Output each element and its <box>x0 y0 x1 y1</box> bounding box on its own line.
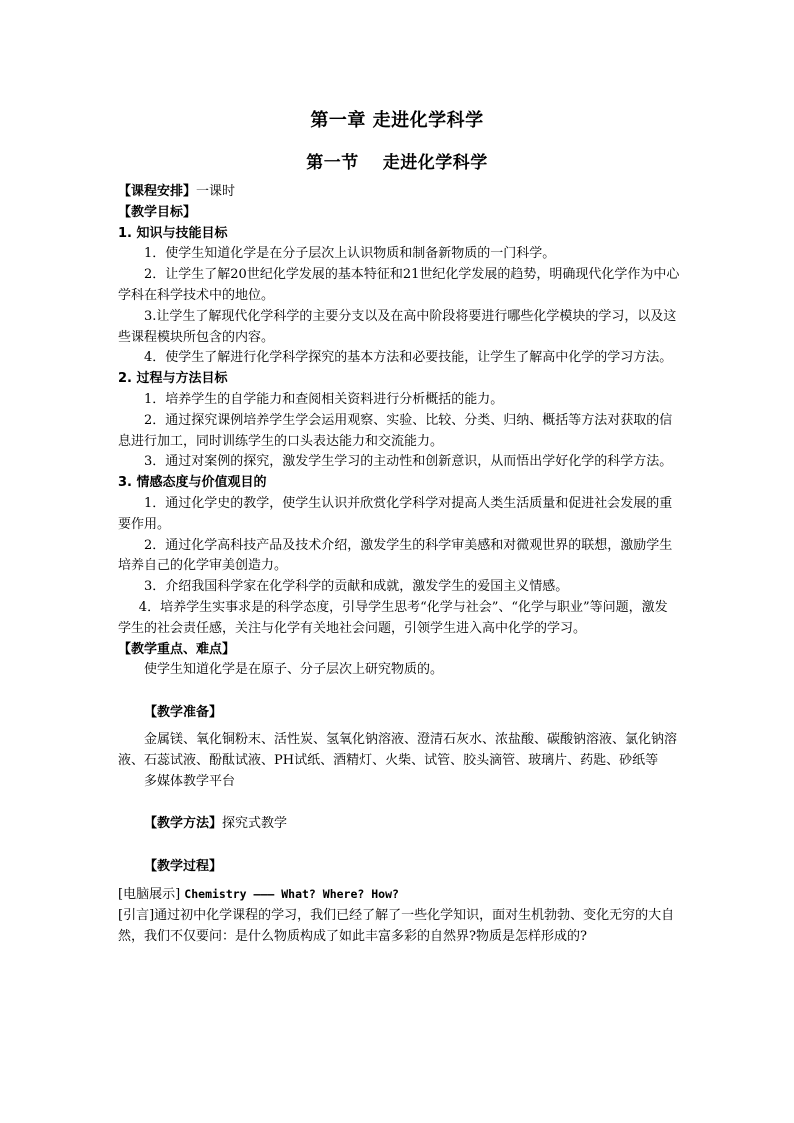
preparation-materials: 金属镁、氧化铜粉末、活性炭、氢氧化钠溶液、澄清石灰水、浓盐酸、碳酸钠溶液、氯化钠溶液、石蕊试液、酚酞试液、PH试纸、酒精灯、火柴、试管、胶头滴管、玻璃片、药匙、砂纸等 <box>118 731 678 768</box>
process-objectives-heading: 2. 过程与方法目标 <box>118 371 228 387</box>
attitude-objective-item: 3．介绍我国科学家在化学科学的贡献和成就，激发学生的爱国主义情感。 <box>144 579 569 595</box>
key-points-heading: 【教学重点、难点】 <box>118 641 236 657</box>
introduction-text: 通过初中化学课程的学习，我们已经了解了一些化学知识，面对生机勃勃、变化无穷的大自然，我们不仅要问：是什么物质构成了如此丰富多彩的自然界?物质是怎样形成的? <box>118 907 675 944</box>
attitude-objective-item: 1．通过化学史的教学，使学生认识并欣赏化学科学对提高人类生活质量和促进社会发展的重要作用。 <box>118 495 673 532</box>
screen-display-tag: [电脑展示] <box>118 886 181 902</box>
key-points-text: 使学生知道化学是在原子、分子层次上研究物质的。 <box>144 662 444 678</box>
attitude-objective-item: 4．培养学生实事求是的科学态度，引导学生思考“化学与社会”、“化学与职业”等问题，激发学生的社会责任感，关注与化学有关地社会问题，引领学生进入高中化学的学习。 <box>118 599 668 636</box>
screen-display-text: Chemistry ——— What? Where? How? <box>184 886 399 901</box>
chapter-title: 第一章 走进化学科学 <box>310 110 484 131</box>
document-body <box>118 182 680 947</box>
method-value: 探究式教学 <box>222 816 288 832</box>
knowledge-objective-item: 4．使学生了解进行化学科学探究的基本方法和必要技能，让学生了解高中化学的学习方法。 <box>144 350 673 366</box>
knowledge-objective-item: 3.让学生了解现代化学科学的主要分支以及在高中阶段将要进行哪些化学模块的学习，以及这些课程模块所包含的内容。 <box>118 308 677 345</box>
knowledge-objective-item: 1．使学生知道化学是在分子层次上认识物质和制备新物质的一门科学。 <box>144 246 556 262</box>
schedule-value: 一课时 <box>196 184 236 199</box>
process-objective-item: 3．通过对案例的探究，激发学生学习的主动性和创新意识，从而悟出学好化学的科学方法。 <box>144 454 673 470</box>
process-heading: 【教学过程】 <box>144 859 223 875</box>
preparation-heading: 【教学准备】 <box>144 705 223 721</box>
preparation-platform: 多媒体教学平台 <box>144 773 236 789</box>
attitude-objective-item: 2．通过化学高科技产品及技术介绍，激发学生的科学审美感和对微观世界的联想，激励学生培养自己的化学审美创造力。 <box>118 537 673 574</box>
introduction-line <box>118 906 680 948</box>
attitude-objectives-heading: 3. 情感态度与价值观目的 <box>118 475 267 491</box>
knowledge-objectives-heading: 1. 知识与技能目标 <box>118 225 228 241</box>
process-objective-item: 2．通过探究课例培养学生学会运用观察、实验、比较、分类、归纳、概括等方法对获取的信息进行加工，同时训练学生的口头表达能力和交流能力。 <box>118 412 673 449</box>
section-title: 第一节 走进化学科学 <box>306 153 488 173</box>
schedule-line <box>118 182 680 203</box>
objectives-heading: 【教学目标】 <box>118 204 197 220</box>
method-line <box>118 814 680 835</box>
schedule-heading: 【课程安排】 <box>118 184 197 199</box>
screen-display-line <box>118 884 680 906</box>
introduction-tag: [引言] <box>118 907 155 923</box>
process-objective-item: 1．培养学生的自学能力和查阅相关资料进行分析概括的能力。 <box>144 391 504 407</box>
knowledge-objective-item: 2．让学生了解20世纪化学发展的基本特征和21世纪化学发展的趋势，明确现代化学作为中心学科在科学技术中的地位。 <box>118 267 680 303</box>
method-heading: 【教学方法】 <box>144 816 223 832</box>
